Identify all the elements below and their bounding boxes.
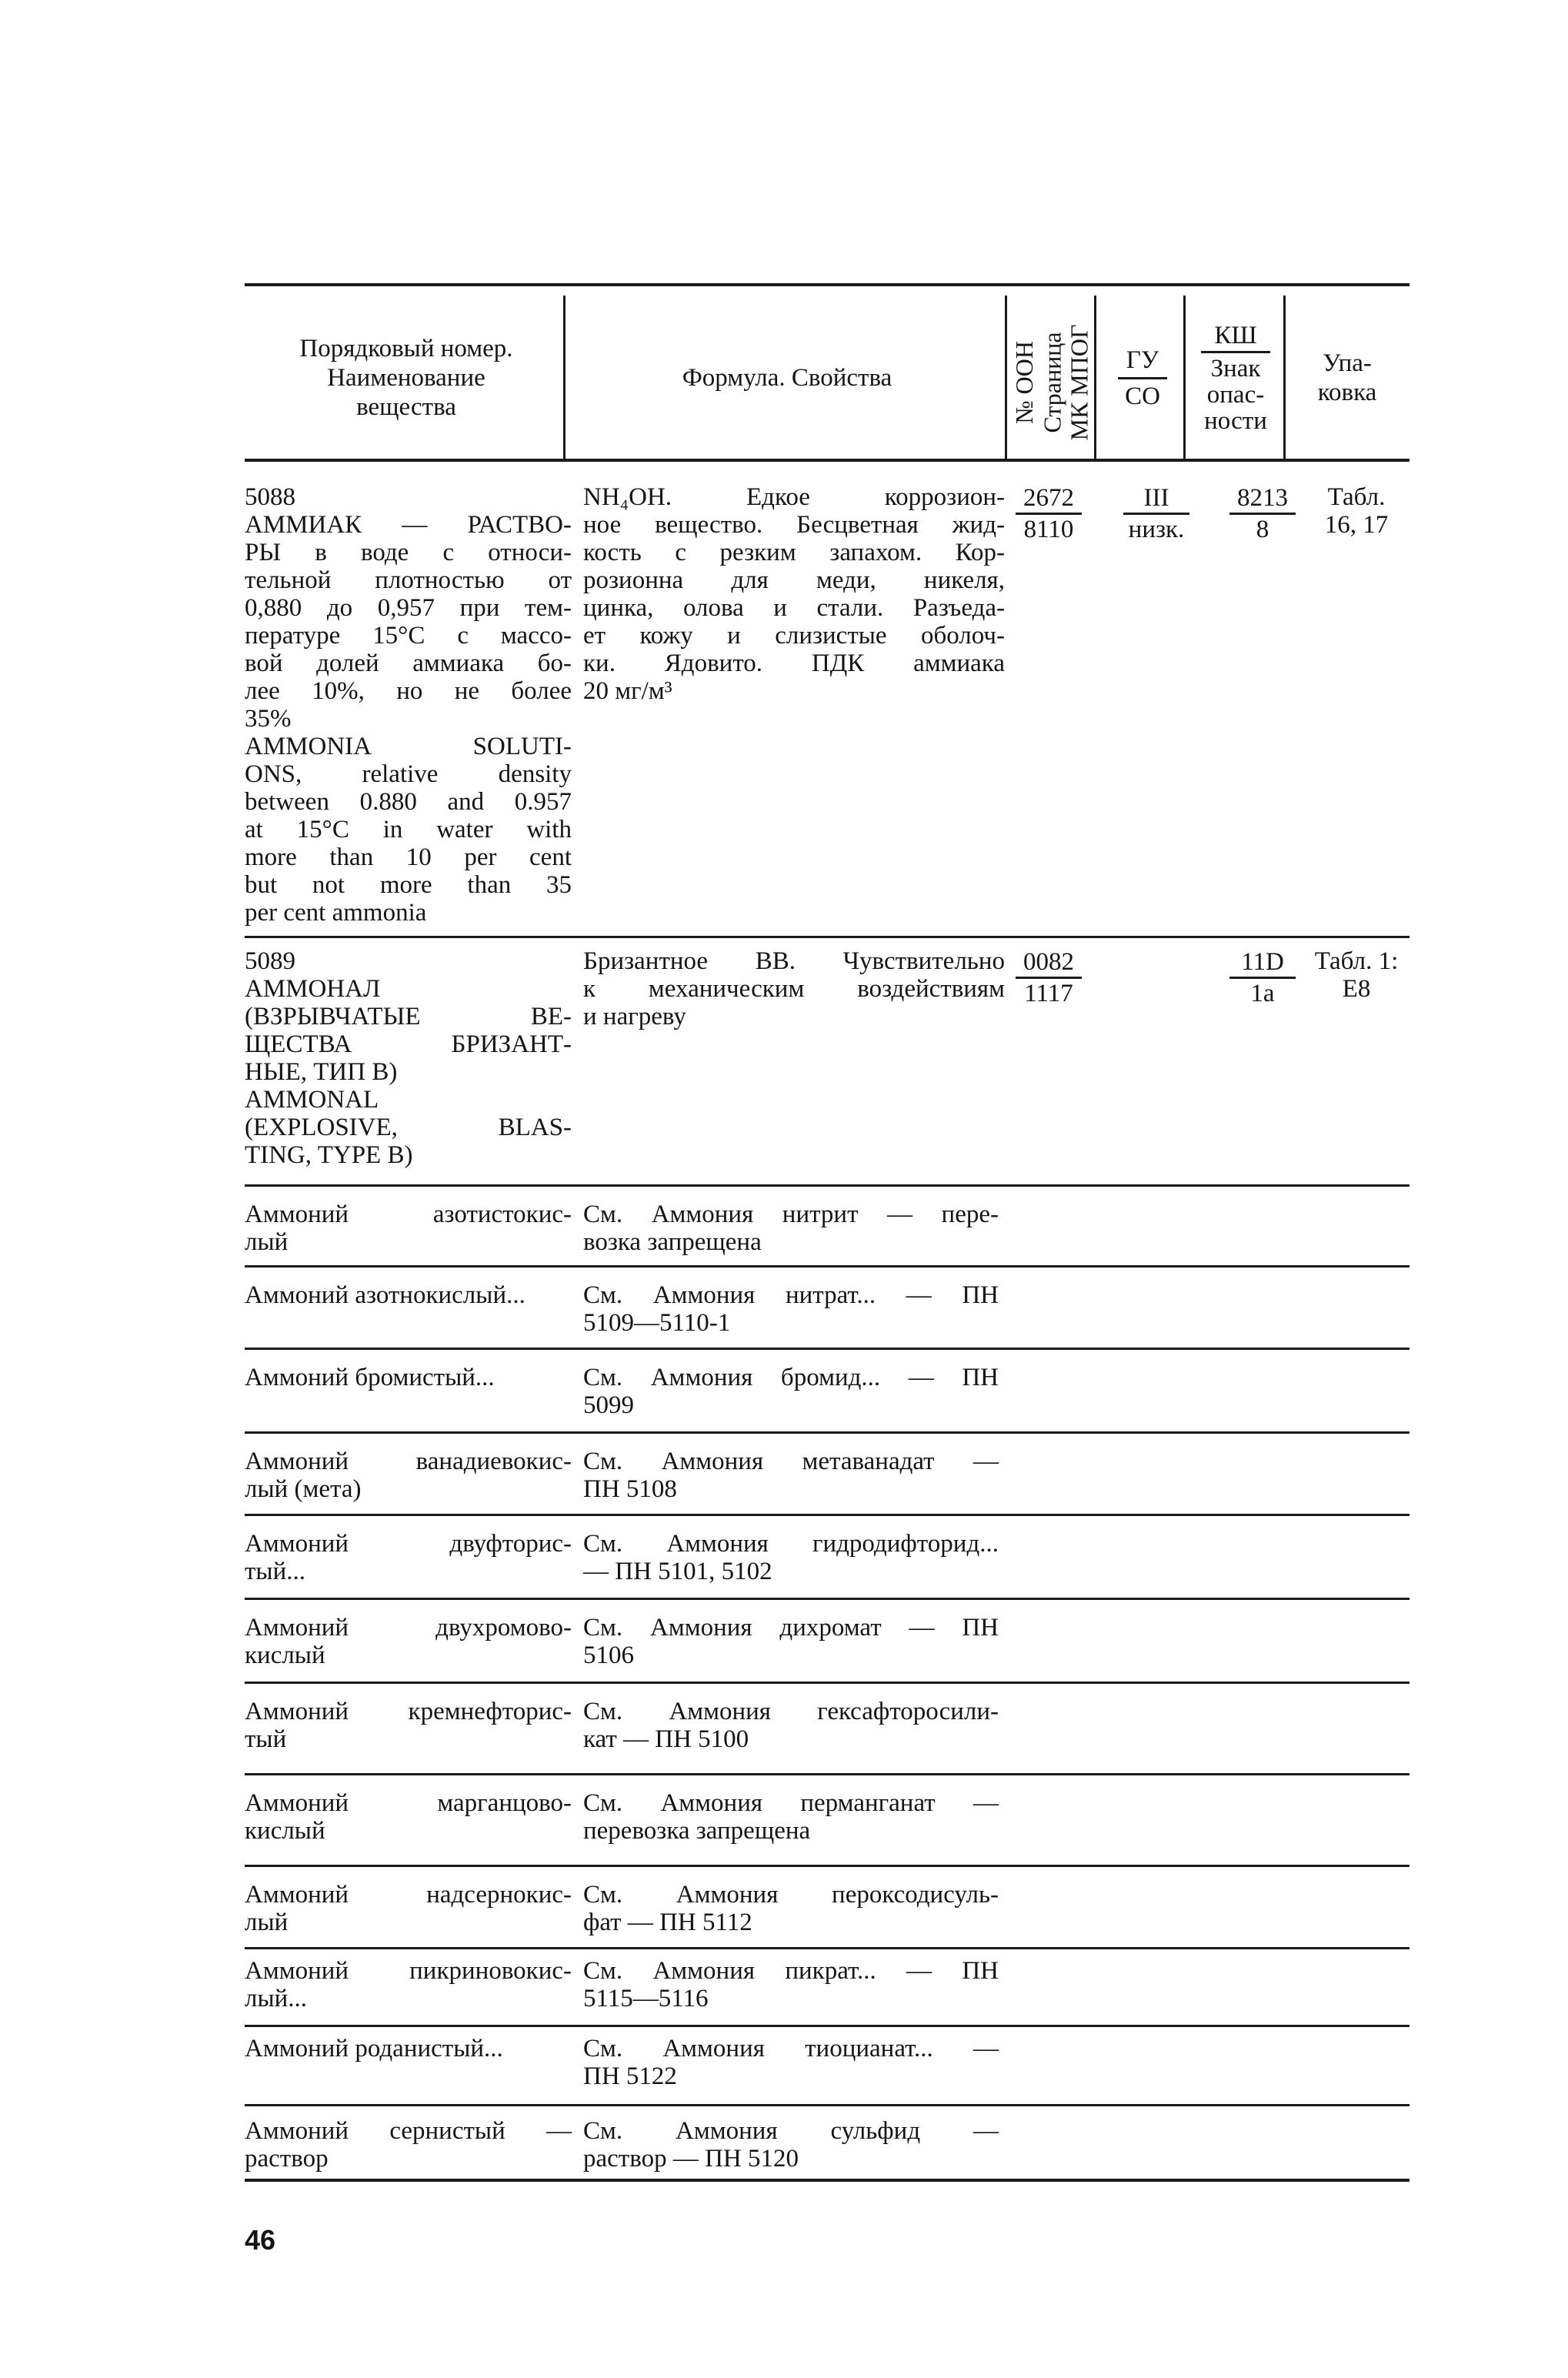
reference-name-line: Аммоний марганцово- (245, 1789, 572, 1817)
reference-see-line: См. Аммония дихромат — ПН (583, 1614, 999, 1642)
reference-name-line: Аммоний ванадиевокис- (245, 1448, 572, 1475)
header-name-cell (245, 297, 568, 459)
reference-name-line: Аммоний надсернокис- (245, 1881, 572, 1909)
reference-name-line: Аммоний сернистый — (245, 2117, 572, 2145)
reference-see-line: См. Аммония тиоцианат... — (583, 2035, 999, 2062)
reference-row (245, 1949, 1410, 2025)
reference-see-line: См. Аммония пикрат... — ПН (583, 1957, 999, 1985)
entry-name (245, 483, 572, 927)
reference-name-line: лый (245, 1228, 289, 1256)
entry-props-line: ки. Ядовито. ПДК аммиака (583, 650, 1005, 677)
entry-name-line: more than 10 per cent (245, 843, 572, 871)
entry-name (245, 947, 572, 1169)
reference-see-line: См. Аммония сульфид — (583, 2117, 999, 2145)
header-name-line: Порядковый номер. (299, 335, 513, 362)
entry-name-line: пературе 15°С с массо- (245, 622, 572, 650)
reference-see-line: ПН 5108 (583, 1475, 677, 1503)
header-ksh: КШ (1214, 321, 1257, 349)
entry-name-line: but not more than 35 (245, 871, 572, 899)
entry-pack-line: 16, 17 (1324, 511, 1389, 539)
entry-props-line: ное вещество. Бесцветная жид- (583, 511, 1005, 539)
reference-see-line: 5115—5116 (583, 1985, 709, 2012)
entry-sign-value: 8 (1256, 516, 1269, 543)
reference-name-line: Аммоний азотистокис- (245, 1201, 572, 1228)
header-sign-line: опас- (1206, 380, 1265, 409)
header-divider (563, 296, 565, 459)
reference-name-line: Аммоний двуфторис- (245, 1530, 572, 1558)
reference-see-line: 5109—5110-1 (583, 1309, 731, 1337)
header-formula-cell (568, 297, 1006, 459)
reference-row (245, 1187, 1410, 1265)
table-bottom-rule (245, 2179, 1410, 2182)
reference-name-line: Аммоний азотнокислый... (245, 1281, 525, 1309)
entry-props-line: кость с резким запахом. Кор- (583, 539, 1005, 566)
reference-name-line: раствор (245, 2145, 329, 2173)
entry-props-line: к механическим воздействиям (583, 975, 1005, 1003)
reference-see-line: 5106 (583, 1642, 634, 1669)
entry-props-line: Бризантное ВВ. Чувствительно (583, 947, 1005, 975)
entry-props-line: 20 мг/м³ (583, 677, 672, 705)
reference-row (245, 2106, 1410, 2179)
reference-row (245, 2027, 1410, 2104)
header-pack-cell (1286, 297, 1409, 459)
reference-row (245, 1350, 1410, 1431)
entry-properties (583, 947, 1005, 1030)
reference-name-line: Аммоний роданистый... (245, 2035, 503, 2062)
reference-see-line: См. Аммония пероксодисуль- (583, 1881, 999, 1909)
entry-oon: 2672 (1023, 484, 1074, 512)
reference-see-line: кат — ПН 5100 (583, 1725, 749, 1753)
entry-name-line: НЫЕ, ТИП В) (245, 1058, 398, 1086)
header-gu-cell (1096, 297, 1189, 459)
entry-sign-value: 1a (1250, 980, 1275, 1007)
reference-see-line: возка запрещена (583, 1228, 762, 1256)
reference-see-line: См. Аммония перманганат — (583, 1789, 999, 1817)
entry-ksh-value: 8213 (1237, 484, 1288, 512)
entry-name-line: at 15°C in water with (245, 816, 572, 843)
entry-name-line: per cent ammonia (245, 899, 427, 927)
entry-name-line: (ВЗРЫВЧАТЫЕ ВЕ- (245, 1003, 572, 1030)
entry-name-line: АММОНАЛ (245, 975, 381, 1003)
entry-pack (1299, 947, 1414, 1003)
entry-codes (1006, 483, 1091, 544)
entry-name-line: AMMONIA SOLUTI- (245, 733, 572, 760)
entry-5088 (245, 462, 1410, 936)
reference-row (245, 1434, 1410, 1514)
entry-name-line: 35% (245, 705, 292, 733)
reference-name-line: Аммоний пикриновокис- (245, 1957, 572, 1985)
reference-see-line: ПН 5122 (583, 2062, 677, 2090)
reference-name-line: тый (245, 1725, 287, 1753)
entry-pack-line: Табл. 1: (1314, 947, 1399, 975)
header-oon: № ООН (1010, 341, 1039, 424)
table-header (245, 286, 1410, 459)
header-name-line: Наименование (327, 364, 485, 392)
reference-name-line: лый... (245, 1985, 308, 2012)
reference-name-line: кислый (245, 1817, 325, 1845)
header-pack-line: Упа- (1323, 349, 1372, 377)
header-name-line: вещества (356, 393, 456, 421)
entry-pack (1299, 483, 1414, 539)
reference-row (245, 1267, 1410, 1348)
entry-number: 5089 (245, 947, 295, 975)
reference-see-line: перевозка запрещена (583, 1817, 811, 1845)
entry-name-line: TING, TYPE B) (245, 1141, 413, 1169)
document-page (245, 283, 1410, 2182)
reference-name-line: лый (мета) (245, 1475, 362, 1503)
entry-props-line: розионна для меди, никеля, (583, 566, 1005, 594)
reference-row (245, 1684, 1410, 1773)
reference-name-line: тый... (245, 1558, 306, 1585)
header-page-line: Страница (1039, 332, 1067, 433)
entry-properties (583, 483, 1005, 705)
header-ksh-cell (1186, 297, 1286, 459)
page-number: 46 (245, 2224, 276, 2256)
entry-name-line: 0,880 до 0,957 при тем- (245, 594, 572, 622)
entry-name-line: ЩЕСТВА БРИЗАНТ- (245, 1030, 572, 1058)
header-gu: ГУ (1126, 346, 1159, 374)
entry-5089 (245, 938, 1410, 1184)
reference-name-line: лый (245, 1909, 289, 1936)
header-sign-line: Знак (1210, 354, 1261, 382)
reference-see-line: См. Аммония гидродифторид... (583, 1530, 999, 1558)
entry-number: 5088 (245, 483, 295, 511)
header-page-line: МК МПОГ (1065, 324, 1093, 441)
entry-props-line: цинка, олова и стали. Разъеда- (583, 594, 1005, 622)
entry-name-line: РЫ в воде с относи- (245, 539, 572, 566)
header-formula: Формула. Свойства (682, 364, 892, 392)
entry-name-line: лее 10%, но не более (245, 677, 572, 705)
entry-pack-line: E8 (1342, 975, 1371, 1003)
reference-see-line: фат — ПН 5112 (583, 1909, 752, 1936)
entry-gu-value: III (1143, 484, 1169, 512)
reference-name-line: кислый (245, 1642, 325, 1669)
entry-name-line: between 0.880 and 0.957 (245, 788, 572, 816)
entry-props-line: ет кожу и слизистые оболоч- (583, 622, 1005, 650)
reference-see-line: См. Аммония гексафторосили- (583, 1698, 999, 1725)
header-sign-line: ности (1204, 406, 1267, 435)
entry-ksh-value: 11D (1241, 948, 1284, 976)
entry-page: 8110 (1023, 516, 1074, 543)
header-co: СО (1125, 382, 1160, 410)
entry-oon: 0082 (1023, 948, 1074, 976)
entry-codes (1006, 947, 1091, 1008)
entry-co-value: низк. (1128, 516, 1185, 543)
entry-name-line: АММИАК — РАСТВО- (245, 511, 572, 539)
entry-pack-line: Табл. (1327, 483, 1386, 511)
reference-row (245, 1600, 1410, 1682)
entry-gu (1099, 483, 1214, 544)
entry-name-line: тельной плотностью от (245, 566, 572, 594)
header-page-cell (1063, 317, 1094, 448)
entry-name-line: вой долей аммиака бо- (245, 650, 572, 677)
reference-name-line: Аммоний бромистый... (245, 1364, 495, 1391)
reference-see-line: — ПН 5101, 5102 (583, 1558, 772, 1585)
header-pack-line: ковка (1317, 379, 1377, 406)
entry-page: 1117 (1024, 980, 1073, 1007)
entry-name-line: ONS, relative density (245, 760, 572, 788)
entry-props-line: и нагреву (583, 1003, 686, 1030)
reference-see-line: См. Аммония нитрит — пере- (583, 1201, 999, 1228)
reference-row (245, 1516, 1410, 1598)
entry-props-line: NH₄OH. Едкое коррозион- (583, 483, 1005, 511)
reference-name-line: Аммоний кремнефторис- (245, 1698, 572, 1725)
reference-row (245, 1867, 1410, 1947)
reference-see-line: 5099 (583, 1391, 634, 1419)
reference-see-line: См. Аммония бромид... — ПН (583, 1364, 999, 1391)
entry-name-line: (EXPLOSIVE, BLAS- (245, 1114, 572, 1141)
reference-see-line: См. Аммония нитрат... — ПН (583, 1281, 999, 1309)
reference-name-line: Аммоний двухромово- (245, 1614, 572, 1642)
reference-see-line: раствор — ПН 5120 (583, 2145, 799, 2173)
reference-row (245, 1775, 1410, 1865)
entry-name-line: AMMONAL (245, 1086, 379, 1114)
reference-see-line: См. Аммония метаванадат — (583, 1448, 999, 1475)
